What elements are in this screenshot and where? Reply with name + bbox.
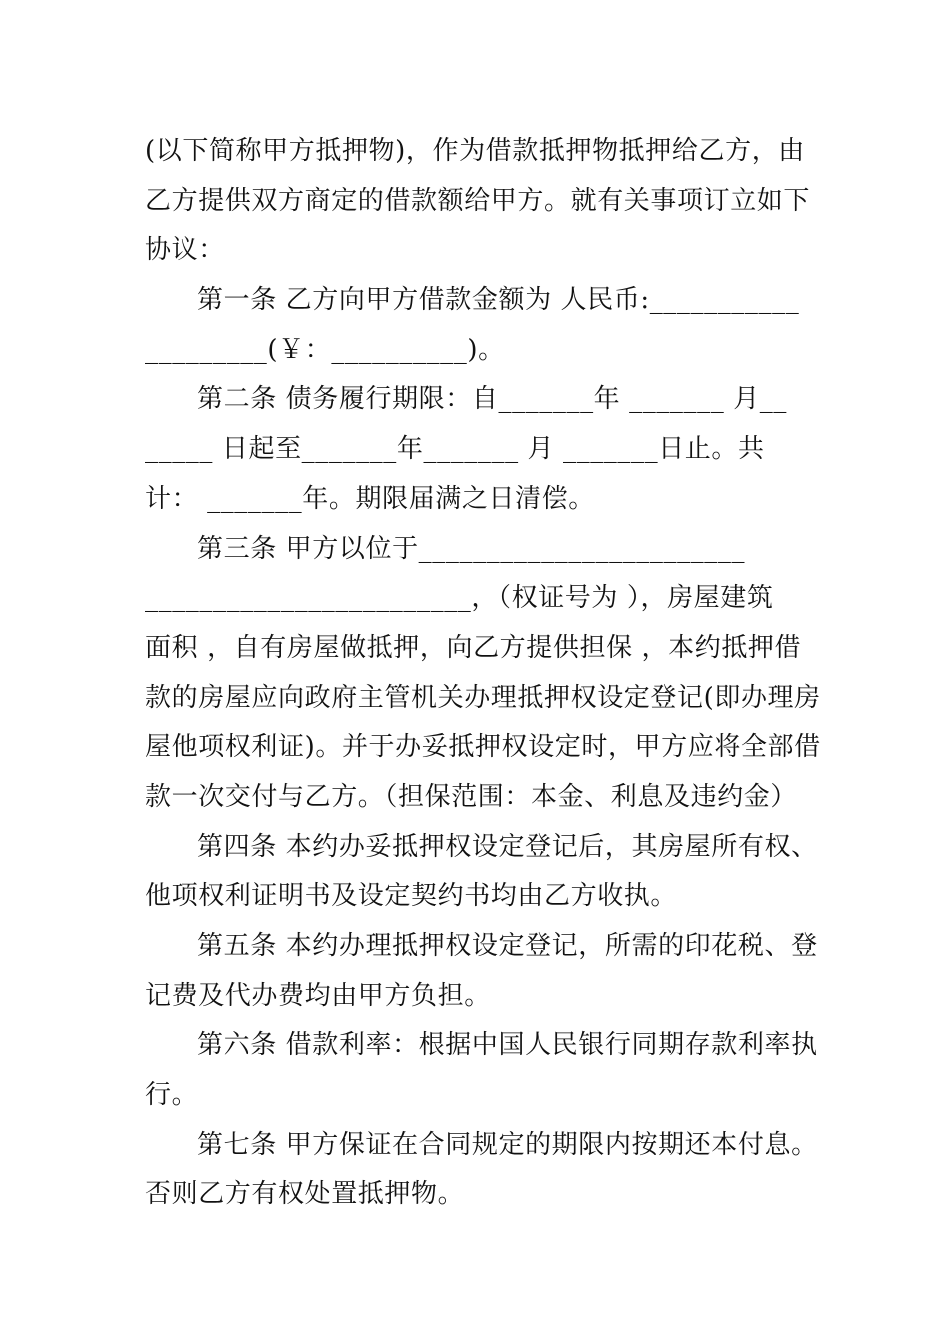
- body-line-2: 乙方提供双方商定的借款额给甲方。就有关事项订立如下: [145, 185, 811, 216]
- body-line-3: 协议：: [145, 235, 225, 266]
- article-4-line-2: 他项权利证明书及设定契约书均由乙方收执。: [145, 881, 678, 912]
- article-1-line-2: _________(￥：__________)。: [145, 334, 505, 365]
- article-3-line-4: 款的房屋应向政府主管机关办理抵押权设定登记(即办理房: [145, 682, 821, 713]
- article-6-line-1: 第六条 借款利率：根据中国人民银行同期存款利率执: [197, 1030, 818, 1061]
- contract-body: [145, 127, 821, 1220]
- article-4-line-1: 第四条 本约办妥抵押权设定登记后，其房屋所有权、: [197, 831, 818, 862]
- body-line-1: (以下简称甲方抵押物)，作为借款抵押物抵押给乙方，由: [145, 136, 805, 166]
- article-7-line-1: 第七条 甲方保证在合同规定的期限内按期还本付息。: [197, 1129, 818, 1160]
- article-2-line-1: 第二条 债务履行期限：自_______年 _______ 月__: [197, 384, 787, 415]
- article-2-line-2: _____ 日起至_______年_______ 月 _______日止。共: [145, 434, 765, 465]
- article-3-line-3: 面积 ，自有房屋做抵押，向乙方提供担保 ，本约抵押借: [145, 632, 802, 663]
- article-5-line-2: 记费及代办费均由甲方负担。: [145, 980, 491, 1011]
- article-3-line-6: 款一次交付与乙方。（担保范围：本金、利息及违约金）: [145, 781, 798, 812]
- article-3-line-1: 第三条 甲方以位于________________________: [197, 533, 746, 564]
- article-3-line-5: 屋他项权利证)。并于办妥抵押权设定时，甲方应将全部借: [145, 732, 821, 763]
- article-1-line-1: 第一条 乙方向甲方借款金额为 人民币:___________: [197, 285, 800, 316]
- article-5-line-1: 第五条 本约办理抵押权设定登记，所需的印花税、登: [197, 931, 818, 961]
- article-3-line-2: ________________________，（权证号为 ），房屋建筑: [145, 583, 774, 614]
- article-2-line-3: 计： _______年。期限届满之日清偿。: [145, 483, 595, 514]
- article-7-line-2: 否则乙方有权处置抵押物。: [145, 1179, 465, 1210]
- article-6-line-2: 行。: [145, 1080, 199, 1111]
